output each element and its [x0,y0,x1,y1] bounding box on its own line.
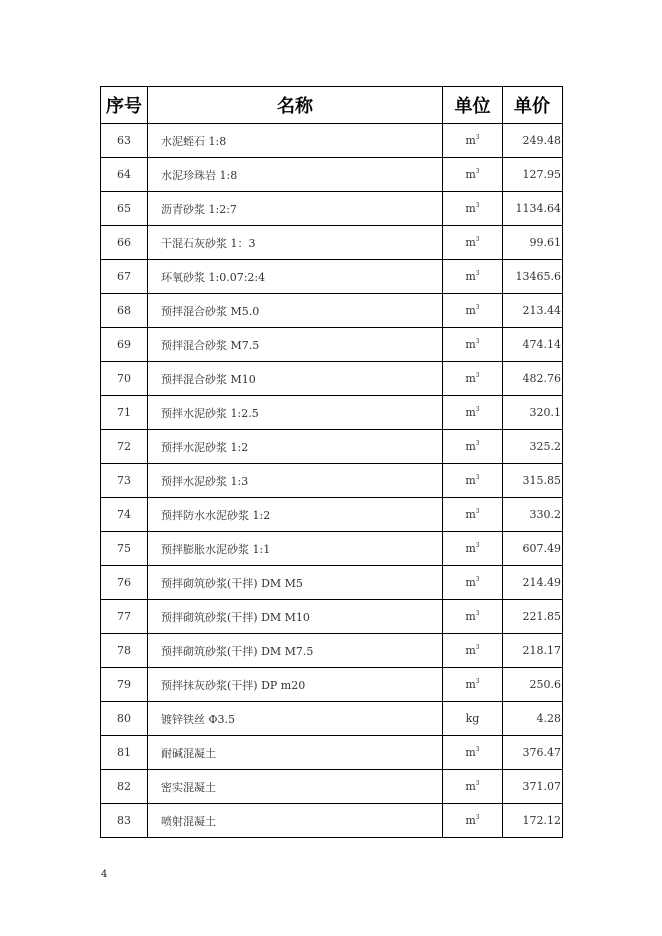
row-name: 预拌水泥砂浆 1:2 [148,430,443,464]
row-no: 72 [101,430,148,464]
table-row [101,770,563,804]
page-number: 4 [101,869,108,880]
row-unit: $m^3$ [443,736,503,770]
table-row [101,192,563,226]
row-unit: $m^3$ [443,396,503,430]
row-price: 330.2 [503,498,563,532]
row-no: 80 [101,702,148,736]
row-unit: $m^3$ [443,362,503,396]
table-row [101,328,563,362]
row-price: 376.47 [503,736,563,770]
row-name: 预拌砌筑砂浆(干拌) DM M5 [148,566,443,600]
row-unit: $m^3$ [443,600,503,634]
row-name: 喷射混凝土 [148,804,443,838]
price-table [100,86,563,838]
row-price: 13465.6 [503,260,563,294]
header-price: 单价 [503,87,563,124]
row-name: 预拌混合砂浆 M5.0 [148,294,443,328]
row-price: 249.48 [503,124,563,158]
table-row [101,668,563,702]
row-unit: $m^3$ [443,804,503,838]
row-no: 81 [101,736,148,770]
row-price: 127.95 [503,158,563,192]
header-no: 序号 [101,87,148,124]
table-row [101,804,563,838]
row-unit: $m^3$ [443,532,503,566]
table-row [101,226,563,260]
row-price: 607.49 [503,532,563,566]
table-row [101,566,563,600]
row-no: 67 [101,260,148,294]
row-unit: $m^3$ [443,498,503,532]
row-unit: $m^3$ [443,464,503,498]
table-row [101,464,563,498]
row-price: 250.6 [503,668,563,702]
table-row [101,600,563,634]
row-price: 371.07 [503,770,563,804]
row-no: 70 [101,362,148,396]
row-name: 预拌混合砂浆 M7.5 [148,328,443,362]
table-body [101,124,563,838]
row-price: 172.12 [503,804,563,838]
table-row [101,362,563,396]
header-name: 名称 [148,87,443,124]
row-name: 预拌砌筑砂浆(干拌) DM M10 [148,600,443,634]
row-name: 预拌混合砂浆 M10 [148,362,443,396]
row-no: 63 [101,124,148,158]
row-name: 预拌防水水泥砂浆 1:2 [148,498,443,532]
row-unit: $m^3$ [443,668,503,702]
row-name: 预拌水泥砂浆 1:2.5 [148,396,443,430]
row-no: 83 [101,804,148,838]
row-price: 1134.64 [503,192,563,226]
row-name: 环氧砂浆 1:0.07:2:4 [148,260,443,294]
table-row [101,396,563,430]
row-no: 75 [101,532,148,566]
row-unit: $m^3$ [443,226,503,260]
row-no: 65 [101,192,148,226]
table-row [101,294,563,328]
row-name: 水泥珍珠岩 1:8 [148,158,443,192]
row-price: 214.49 [503,566,563,600]
row-price: 315.85 [503,464,563,498]
row-unit: $m^3$ [443,124,503,158]
table-row [101,736,563,770]
row-no: 79 [101,668,148,702]
row-price: 474.14 [503,328,563,362]
row-unit: $m^3$ [443,294,503,328]
table-row [101,702,563,736]
table-row [101,430,563,464]
row-unit: kg [443,702,503,736]
row-name: 密实混凝土 [148,770,443,804]
table-row [101,124,563,158]
row-no: 76 [101,566,148,600]
row-name: 耐碱混凝土 [148,736,443,770]
row-no: 82 [101,770,148,804]
row-price: 218.17 [503,634,563,668]
table-row [101,634,563,668]
row-price: 213.44 [503,294,563,328]
row-name: 镀锌铁丝 Φ3.5 [148,702,443,736]
row-name: 干混石灰砂浆 1：3 [148,226,443,260]
row-no: 69 [101,328,148,362]
row-no: 66 [101,226,148,260]
row-unit: $m^3$ [443,158,503,192]
row-no: 71 [101,396,148,430]
table-row [101,158,563,192]
row-name: 水泥蛭石 1:8 [148,124,443,158]
row-name: 预拌砌筑砂浆(干拌) DM M7.5 [148,634,443,668]
row-no: 74 [101,498,148,532]
row-price: 482.76 [503,362,563,396]
table-row [101,260,563,294]
row-unit: $m^3$ [443,634,503,668]
row-name: 预拌膨胀水泥砂浆 1:1 [148,532,443,566]
row-unit: $m^3$ [443,260,503,294]
row-no: 68 [101,294,148,328]
row-name: 沥青砂浆 1:2:7 [148,192,443,226]
table-row [101,532,563,566]
row-name: 预拌抹灰砂浆(干拌) DP m20 [148,668,443,702]
row-no: 73 [101,464,148,498]
row-price: 99.61 [503,226,563,260]
row-name: 预拌水泥砂浆 1:3 [148,464,443,498]
header-unit: 单位 [443,87,503,124]
row-no: 64 [101,158,148,192]
row-unit: $m^3$ [443,566,503,600]
row-price: 325.2 [503,430,563,464]
row-price: 221.85 [503,600,563,634]
row-price: 320.1 [503,396,563,430]
row-unit: $m^3$ [443,430,503,464]
table-header-row [101,87,563,124]
row-unit: $m^3$ [443,770,503,804]
row-unit: $m^3$ [443,192,503,226]
row-unit: $m^3$ [443,328,503,362]
row-price: 4.28 [503,702,563,736]
row-no: 77 [101,600,148,634]
row-no: 78 [101,634,148,668]
table-row [101,498,563,532]
